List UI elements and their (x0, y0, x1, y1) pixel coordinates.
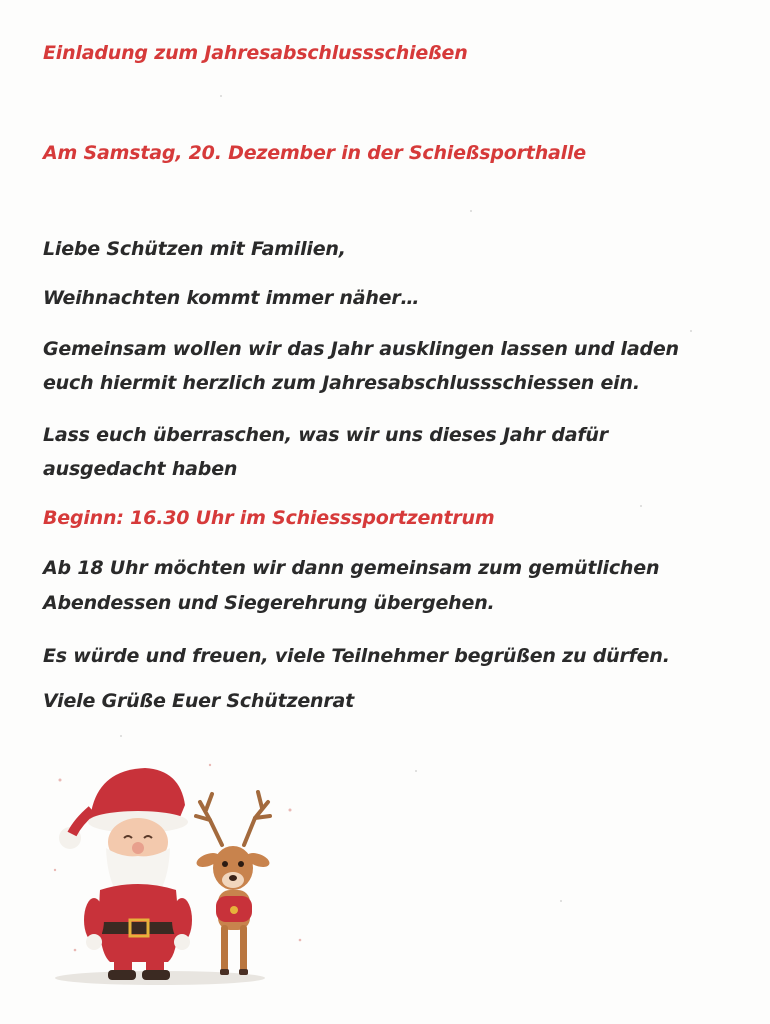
christmas-line: Weihnachten kommt immer näher… (43, 287, 420, 309)
santa-belt (102, 922, 176, 934)
paper-speck (690, 330, 692, 332)
paper-speck (120, 735, 122, 737)
invitation-title: Einladung zum Jahresabschlussschießen (43, 42, 468, 64)
paper-speck (640, 505, 642, 507)
paper-speck (415, 770, 417, 772)
dinner-paragraph-line-2: Abendessen und Siegerehrung übergehen. (43, 592, 495, 614)
santa-and-reindeer-illustration (50, 750, 310, 990)
reindeer-bell (230, 906, 238, 914)
event-date-line: Am Samstag, 20. Dezember in der Schießsporthalle (43, 142, 586, 164)
signature-line: Viele Grüße Euer Schützenrat (43, 690, 355, 712)
paper-speck (220, 95, 222, 97)
santa-boot (108, 970, 136, 980)
surprise-paragraph-line-2: ausgedacht haben (43, 458, 238, 480)
santa-boot (142, 970, 170, 980)
invite-paragraph-line-1: Gemeinsam wollen wir das Jahr ausklingen lassen und laden (43, 338, 679, 360)
dinner-paragraph-line-1: Ab 18 Uhr möchten wir dann gemeinsam zum gemütlichen (43, 557, 660, 579)
invite-paragraph-line-2: euch hiermit herzlich zum Jahresabschlussschiessen ein. (43, 372, 640, 394)
santa (59, 768, 192, 980)
reindeer-antlers (196, 792, 270, 845)
reindeer (195, 792, 272, 975)
paper-speck (470, 210, 472, 212)
start-time-line: Beginn: 16.30 Uhr im Schiesssportzentrum (43, 507, 495, 529)
welcome-line: Es würde und freuen, viele Teilnehmer begrüßen zu dürfen. (43, 645, 670, 667)
greeting-line: Liebe Schützen mit Familien, (43, 238, 346, 260)
surprise-paragraph-line-1: Lass euch überraschen, was wir uns dieses Jahr dafür (43, 424, 608, 446)
paper-speck (560, 900, 562, 902)
